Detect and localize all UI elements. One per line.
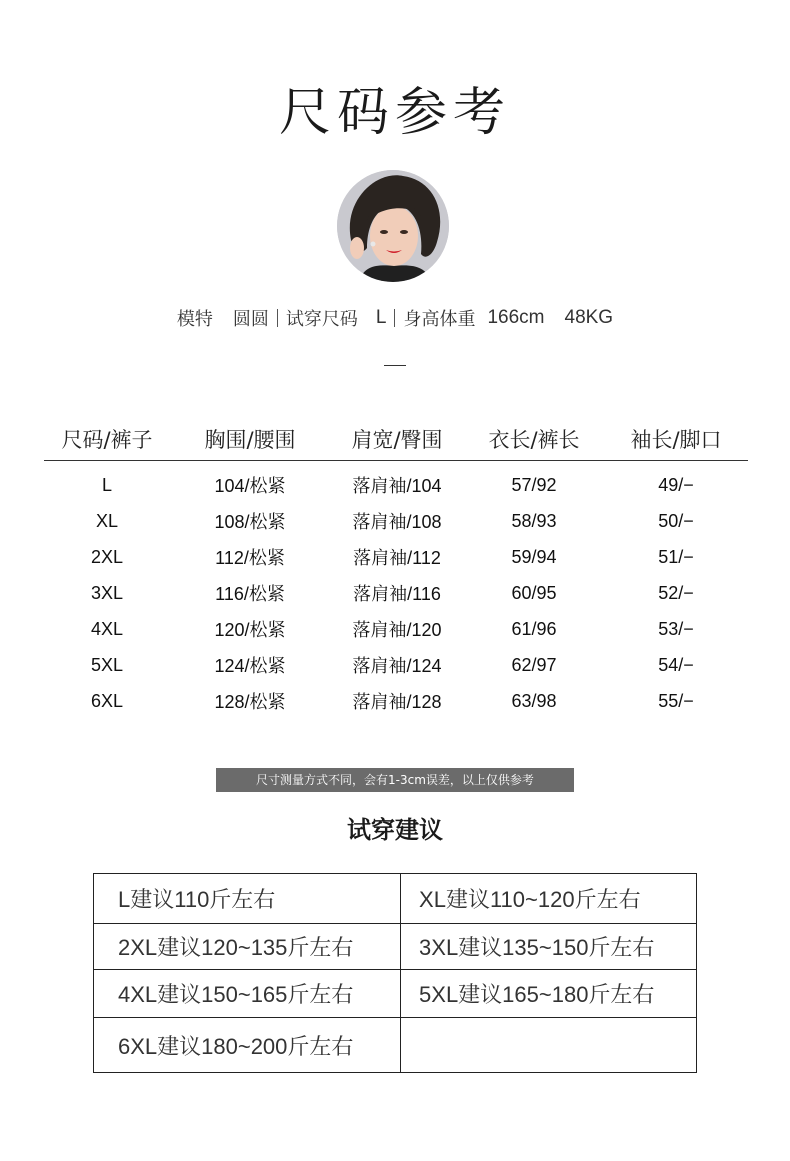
table-row (44, 467, 748, 503)
size-cell: 6XL (90, 690, 124, 711)
shoulder-cell: 落肩袖/128 (352, 692, 442, 712)
model-info (0, 304, 790, 332)
chest-cell: 112/松紧 (215, 548, 285, 568)
header-shoulder-hip: 肩宽/臀围 (351, 428, 443, 452)
shoulder-cell: 落肩袖/112 (353, 548, 441, 568)
table-row (44, 539, 748, 575)
model-weight: 48KG (564, 307, 614, 328)
recommend-cell: 6XL建议180~200斤左右 (94, 1018, 401, 1073)
shoulder-cell: 落肩袖/124 (352, 656, 442, 676)
model-label: 模特 (176, 309, 213, 330)
table-row (44, 503, 748, 539)
table-row (44, 575, 748, 611)
recommend-cell: 4XL建议150~165斤左右 (94, 970, 401, 1018)
model-avatar (337, 170, 449, 282)
length-cell: 63/98 (511, 690, 557, 711)
sleeve-cell: 53/− (658, 618, 694, 639)
table-row (44, 683, 748, 719)
shoulder-cell: 落肩袖/108 (352, 512, 442, 532)
recommend-title: 试穿建议 (347, 816, 443, 844)
divider (394, 309, 395, 327)
size-table (44, 418, 748, 719)
header-sleeve-hem: 袖长/脚口 (630, 428, 722, 452)
tryon-label: 试穿尺码 (285, 309, 358, 330)
page-title: 尺码参考 (278, 83, 511, 143)
length-cell: 61/96 (511, 618, 557, 639)
recommend-cell: 2XL建议120~135斤左右 (94, 924, 401, 970)
recommend-cell: XL建议110~120斤左右 (401, 874, 697, 924)
chest-cell: 116/松紧 (215, 584, 285, 604)
shoulder-cell: 落肩袖/116 (353, 584, 441, 604)
table-row (44, 611, 748, 647)
recommend-cell-empty (401, 1018, 697, 1073)
body-label: 身高体重 (403, 309, 476, 330)
sleeve-cell: 55/− (658, 690, 694, 711)
size-cell: L (101, 474, 112, 495)
sleeve-cell: 54/− (658, 654, 694, 675)
chest-cell: 120/松紧 (214, 620, 286, 640)
measurement-note: 尺寸测量方式不同，会有1-3cm误差，以上仅供参考 (216, 768, 574, 792)
recommend-cell: L建议110斤左右 (94, 874, 401, 924)
chest-cell: 124/松紧 (214, 656, 286, 676)
sleeve-cell: 52/− (658, 582, 694, 603)
length-cell: 62/97 (511, 654, 557, 675)
size-cell: 2XL (90, 546, 124, 567)
tryon-size: L (375, 307, 387, 328)
sleeve-cell: 51/− (658, 546, 694, 567)
chest-cell: 128/松紧 (214, 692, 286, 712)
size-cell: 4XL (90, 618, 124, 639)
header-size: 尺码/裤子 (61, 428, 153, 452)
model-name: 圆圆 (232, 309, 269, 330)
length-cell: 57/92 (511, 474, 557, 495)
size-cell: XL (95, 510, 119, 531)
chest-cell: 104/松紧 (214, 476, 286, 496)
size-cell: 3XL (90, 582, 124, 603)
divider (277, 309, 278, 327)
model-height: 166cm (487, 307, 545, 328)
length-cell: 60/95 (511, 582, 557, 603)
table-row (44, 647, 748, 683)
shoulder-cell: 落肩袖/104 (352, 476, 442, 496)
size-table-header (44, 418, 748, 461)
sleeve-cell: 50/− (658, 510, 694, 531)
chest-cell: 108/松紧 (214, 512, 286, 532)
shoulder-cell: 落肩袖/120 (352, 620, 442, 640)
header-length: 衣长/裤长 (488, 428, 580, 452)
section-divider (384, 365, 406, 366)
recommend-cell: 5XL建议165~180斤左右 (401, 970, 697, 1018)
header-chest-waist: 胸围/腰围 (204, 428, 296, 452)
recommend-cell: 3XL建议135~150斤左右 (401, 924, 697, 970)
recommend-table (93, 873, 697, 1073)
length-cell: 59/94 (511, 546, 557, 567)
size-cell: 5XL (90, 654, 124, 675)
sleeve-cell: 49/− (658, 474, 694, 495)
length-cell: 58/93 (511, 510, 557, 531)
